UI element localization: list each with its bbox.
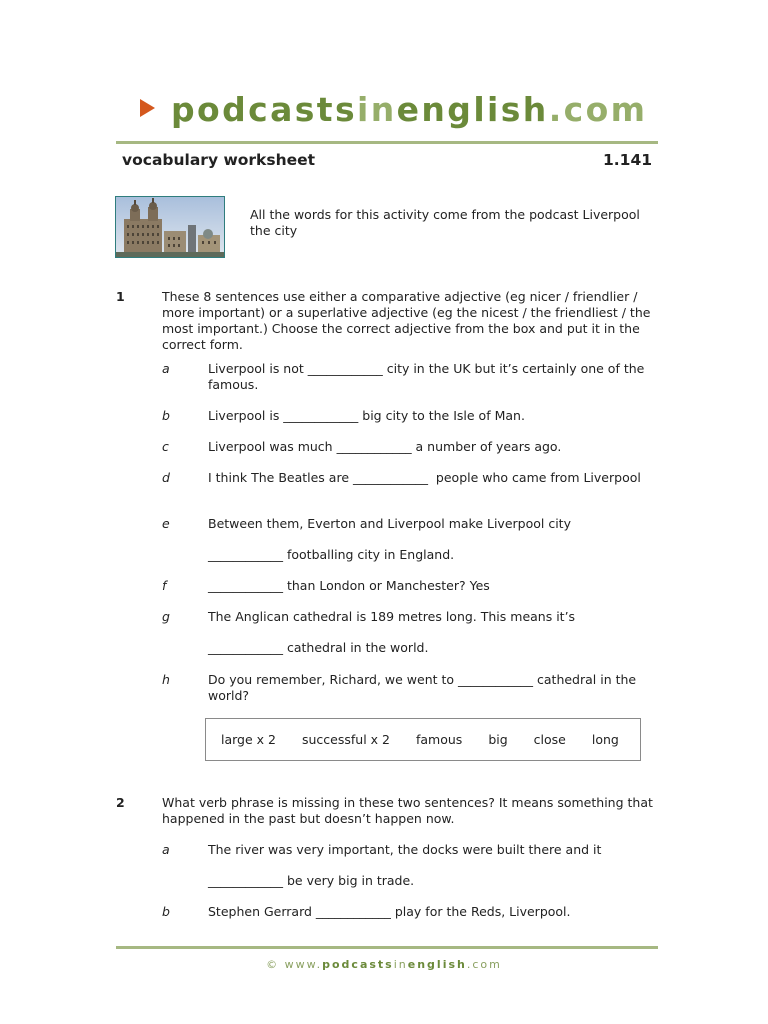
question-1-instruction: These 8 sentences use either a comparative adjective (eg nicer / friendlier / more important) or a superlative adjective (eg the nicest / the friendliest / the most important.) Choose the correct adjective from the box and put it in the correct form.	[162, 289, 651, 352]
word-box-item: large x 2	[221, 732, 276, 747]
logo-podcasts: podcasts	[171, 90, 358, 129]
word-box-item: successful x 2	[301, 732, 390, 747]
item-text: ____________ than London or Manchester? Yes	[208, 578, 490, 593]
question-1-number: 1	[116, 289, 125, 304]
logo-english: english	[396, 90, 549, 129]
item-letter: c	[162, 439, 169, 454]
question-2-number: 2	[116, 795, 125, 810]
item-text: The river was very important, the docks were built there and it	[208, 842, 602, 857]
footer	[0, 958, 768, 971]
item-letter: g	[162, 609, 170, 624]
item-letter: f	[162, 578, 167, 593]
item-text-continued: ____________ be very big in trade.	[208, 873, 415, 888]
item-text-continued: ____________ footballing city in England.	[208, 547, 455, 562]
logo-dotcom: .com	[548, 90, 648, 129]
item-letter: a	[162, 842, 170, 857]
item-letter: b	[162, 904, 170, 919]
word-box	[205, 718, 641, 761]
intro-text: All the words for this activity come from the podcast Liverpool the city	[250, 207, 640, 238]
question-2-instruction: What verb phrase is missing in these two sentences? It means something that happened in the past but doesn’t happen now.	[162, 795, 653, 826]
item-letter: h	[162, 672, 170, 687]
item-text: Liverpool is not ____________ city in the UK but it’s certainly one of the famous.	[208, 361, 649, 392]
item-text: Between them, Everton and Liverpool make Liverpool city	[208, 516, 571, 531]
item-letter: d	[162, 470, 170, 485]
logo-in: in	[357, 90, 397, 129]
site-logo	[140, 88, 647, 132]
item-text: Stephen Gerrard ____________ play for the Reds, Liverpool.	[208, 904, 571, 919]
liverpool-photo	[115, 196, 225, 258]
worksheet-number: 1.141	[603, 151, 653, 169]
item-text: Do you remember, Richard, we went to ____________ cathedral in the world?	[208, 672, 641, 703]
item-letter: a	[162, 361, 170, 376]
word-box-item: long	[591, 732, 619, 747]
item-text: Liverpool is ____________ big city to the Isle of Man.	[208, 408, 525, 423]
worksheet-title: vocabulary worksheet	[122, 151, 316, 169]
footer-podcasts: podcasts	[322, 958, 394, 971]
word-box-item: close	[533, 732, 566, 747]
item-letter: e	[162, 516, 170, 531]
footer-rule	[116, 946, 658, 949]
item-text: The Anglican cathedral is 189 metres long. This means it’s	[208, 609, 576, 624]
footer-www: www.	[284, 958, 323, 971]
word-box-item: big	[488, 732, 508, 747]
footer-dotcom: .com	[466, 958, 502, 971]
item-text: I think The Beatles are ____________ people who came from Liverpool	[208, 470, 641, 485]
play-arrow-icon	[140, 99, 155, 117]
footer-english: english	[407, 958, 467, 971]
item-letter: b	[162, 408, 170, 423]
footer-in: in	[393, 958, 408, 971]
item-text-continued: ____________ cathedral in the world.	[208, 640, 429, 655]
item-text: Liverpool was much ____________ a number of years ago.	[208, 439, 562, 454]
copyright-symbol: ©	[266, 958, 280, 971]
word-box-item: famous	[415, 732, 463, 747]
header-rule	[116, 141, 658, 144]
